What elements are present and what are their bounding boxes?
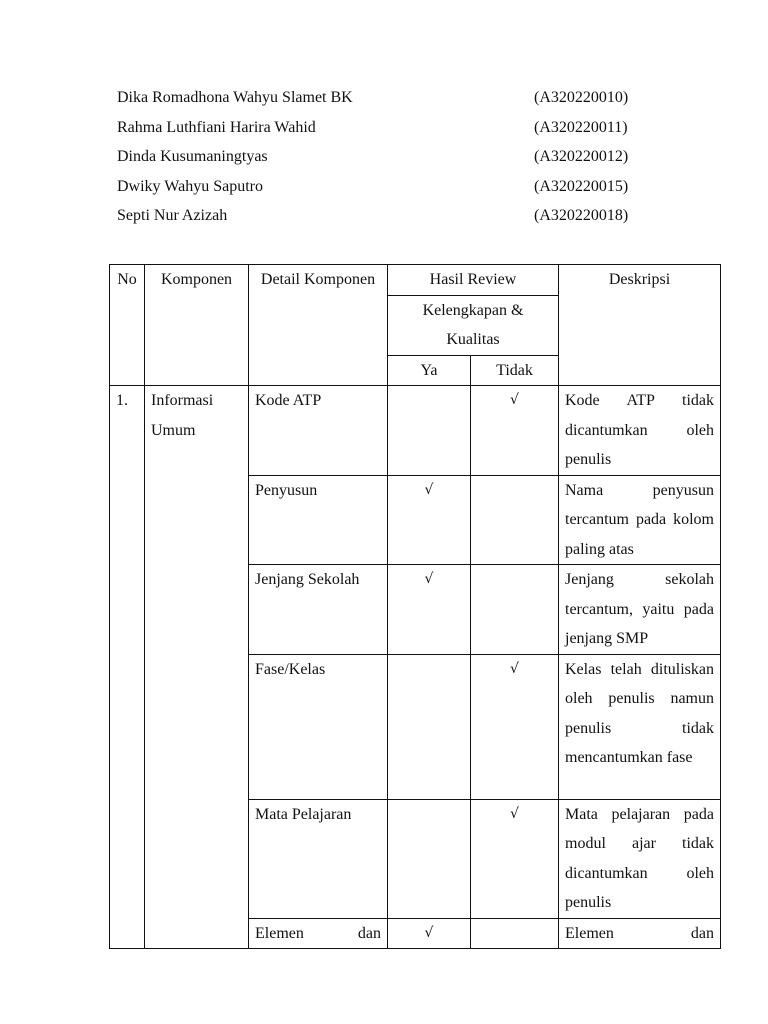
tidak-check [471, 565, 559, 655]
ya-check [388, 654, 471, 799]
ya-check: √ [388, 918, 471, 949]
detail-komponen: Fase/Kelas [249, 654, 388, 799]
deskripsi: Jenjang sekolah tercantum, yaitu pada jenjang SMP [559, 565, 721, 655]
deskripsi: Kode ATP tidak dicantumkan oleh penulis [559, 386, 721, 476]
author-name: Septi Nur Azizah [117, 207, 228, 224]
review-table [109, 264, 721, 949]
tidak-check: √ [471, 386, 559, 476]
author-id: (A320220018) [534, 207, 629, 224]
header-hasil-review: Hasil Review [388, 265, 559, 296]
author-id: (A320220010) [534, 89, 629, 106]
author-row [117, 204, 657, 234]
detail-komponen: Penyusun [249, 475, 388, 565]
author-id: (A320220011) [534, 118, 628, 136]
deskripsi: Kelas telah dituliskan oleh penulis namun penulis tidak mencantumkan fase [559, 654, 721, 799]
author-name: Dika Romadhona Wahyu Slamet BK [117, 89, 353, 106]
detail-komponen: Jenjang Sekolah [249, 565, 388, 655]
header-deskripsi: Deskripsi [559, 265, 721, 386]
header-tidak: Tidak [471, 355, 559, 386]
author-name: Dinda Kusumaningtyas [117, 148, 268, 165]
deskripsi: Mata pelajaran pada modul ajar tidak dicantumkan oleh penulis [559, 799, 721, 918]
tidak-check: √ [471, 799, 559, 918]
author-list [117, 86, 657, 234]
component-name: Informasi Umum [145, 386, 249, 949]
author-name: Rahma Luthfiani Harira Wahid [117, 118, 316, 136]
deskripsi: Elemen dan [559, 918, 721, 949]
author-id: (A320220015) [534, 177, 629, 195]
header-detail-komponen: Detail Komponen [249, 265, 388, 386]
deskripsi: Nama penyusun tercantum pada kolom paling atas [559, 475, 721, 565]
table-row [110, 386, 721, 476]
detail-komponen: Mata Pelajaran [249, 799, 388, 918]
author-row [117, 86, 657, 116]
author-name: Dwiky Wahyu Saputro [117, 177, 263, 195]
row-number: 1. [110, 386, 145, 949]
ya-check [388, 799, 471, 918]
ya-check: √ [388, 475, 471, 565]
header-no: No [110, 265, 145, 386]
header-komponen: Komponen [145, 265, 249, 386]
author-row [117, 175, 657, 205]
tidak-check [471, 475, 559, 565]
ya-check: √ [388, 565, 471, 655]
ya-check [388, 386, 471, 476]
detail-komponen: Elemen dan [249, 918, 388, 949]
tidak-check [471, 918, 559, 949]
tidak-check: √ [471, 654, 559, 799]
author-row [117, 116, 657, 146]
header-kelengkapan-kualitas: Kelengkapan & Kualitas [388, 295, 559, 355]
author-id: (A320220012) [534, 148, 629, 165]
detail-komponen: Kode ATP [249, 386, 388, 476]
header-ya: Ya [388, 355, 471, 386]
author-row [117, 145, 657, 175]
